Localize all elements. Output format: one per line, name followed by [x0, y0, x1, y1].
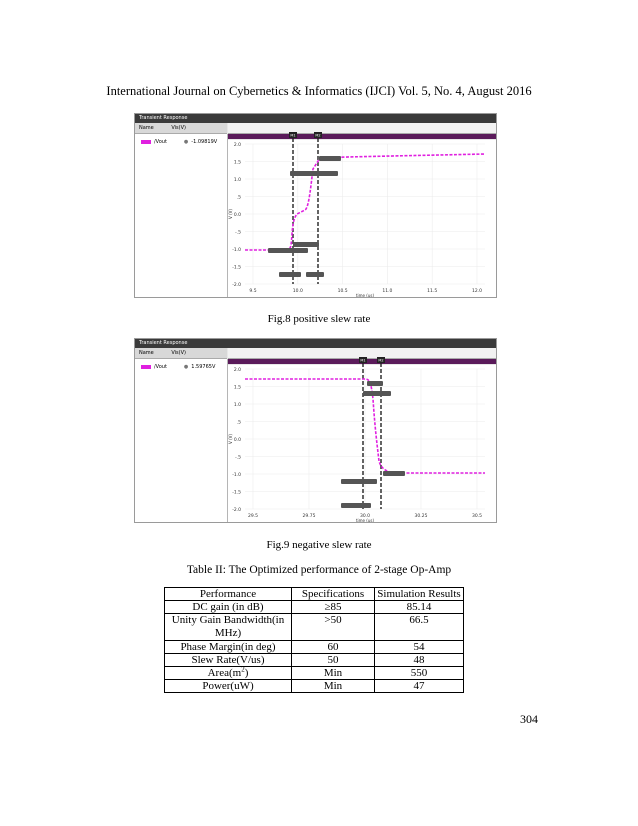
table-row: [165, 614, 464, 641]
legend-header: Name Vis(V): [135, 123, 227, 134]
legend-entry[interactable]: /Vout ● -1.09819V: [141, 139, 217, 145]
table-cell: 85.14: [375, 601, 464, 614]
y-axis-label: V (V): [228, 434, 233, 444]
y-tick-label: 0.0: [233, 213, 241, 218]
table-cell: Slew Rate(V/us): [165, 654, 292, 667]
x-tick-label: 12.0: [471, 289, 483, 294]
x-tick-label: 30.0: [359, 514, 371, 519]
y-tick-label: 1.0: [233, 403, 241, 408]
table-cell: 550: [375, 667, 464, 680]
table-cell: ≥85: [292, 601, 375, 614]
table-cell: 60: [292, 641, 375, 654]
table-cell: $Area(m^2)$: [165, 667, 292, 680]
y-tick-label: -.5: [235, 230, 241, 236]
y-tick-label: 1.0: [233, 178, 241, 183]
marker-readout: [367, 381, 383, 386]
y-tick-label: -1.5: [232, 265, 241, 271]
table-row: [165, 680, 464, 693]
table-row: [165, 601, 464, 614]
page-number: 304: [520, 712, 538, 726]
performance-table: [164, 587, 464, 693]
y-axis-label: V (V): [228, 209, 233, 219]
x-axis-label: time (us): [355, 518, 375, 522]
table-cell: Min: [292, 680, 375, 693]
figure-9-caption: Fig.9 negative slew rate: [266, 539, 372, 551]
figure-8-screenshot: [134, 113, 497, 298]
y-tick-label: -1.0: [232, 473, 241, 478]
marker-readout: [341, 503, 371, 508]
x-axis-label: time (us): [355, 293, 375, 297]
table-cell: 54: [375, 641, 464, 654]
marker-label: M2: [378, 358, 384, 363]
y-tick-label: 2.0: [233, 143, 241, 148]
x-tick-label: 29.5: [247, 514, 259, 519]
marker-label: M1: [360, 358, 366, 363]
table-cell: 50: [292, 654, 375, 667]
y-tick-label: 2.0: [233, 368, 241, 373]
marker-label: M1: [290, 133, 296, 138]
column-header: Simulation Results: [375, 588, 464, 601]
legend-entry[interactable]: /Vout ● 1.59765V: [141, 364, 215, 370]
y-tick-label: -2.0: [232, 283, 241, 288]
y-tick-label: -1.0: [232, 248, 241, 253]
legend-header: Name Vis(V): [135, 348, 227, 359]
x-tick-label: 10.5: [337, 289, 348, 294]
marker-readout: [293, 242, 319, 247]
y-tick-label: -2.0: [232, 508, 241, 513]
waveform-plot: [135, 339, 496, 522]
y-tick-label: .5: [236, 195, 241, 201]
running-header: International Journal on Cybernetics & Informatics (IJCI) Vol. 5, No. 4, August 2016: [106, 84, 532, 98]
table-cell: Power(uW): [165, 680, 292, 693]
table-cell: 47: [375, 680, 464, 693]
table-cell: Phase Margin(in deg): [165, 641, 292, 654]
x-tick-label: 30.25: [414, 514, 428, 519]
y-tick-label: .5: [236, 420, 241, 426]
y-tick-label: -1.5: [232, 490, 241, 496]
y-tick-label: 0.0: [233, 438, 241, 443]
marker-readout: [363, 391, 391, 396]
x-tick-label: 9.5: [249, 289, 257, 294]
table-cell: 66.5: [375, 614, 464, 641]
figure-9-screenshot: [134, 338, 497, 523]
x-tick-label: 11.5: [427, 289, 438, 294]
table-header-row: [165, 588, 464, 601]
table-caption: Table II: The Optimized performance of 2-stage Op-Amp: [186, 564, 452, 576]
column-header: Performance: [165, 588, 292, 601]
x-tick-label: 30.5: [471, 514, 483, 519]
signal-icon: ●: [183, 139, 189, 145]
marker-readout: [306, 272, 324, 277]
table-cell: 48: [375, 654, 464, 667]
signal-icon: ●: [183, 364, 189, 370]
table-cell: DC gain (in dB): [165, 601, 292, 614]
column-header: Specifications: [292, 588, 375, 601]
marker-readout: [341, 479, 377, 484]
table-row: [165, 654, 464, 667]
x-tick-label: 11.0: [382, 289, 393, 294]
y-tick-label: 1.5: [233, 160, 241, 166]
window-title: Transient Response: [135, 339, 496, 348]
x-tick-label: 10.0: [292, 289, 303, 294]
y-tick-label: 1.5: [233, 385, 241, 391]
table-cell: Min: [292, 667, 375, 680]
table-row: [165, 667, 464, 680]
window-title: Transient Response: [135, 114, 496, 123]
table-cell: Unity Gain Bandwidth(in MHz): [165, 614, 292, 641]
marker-readout: [268, 248, 308, 253]
waveform-plot: [135, 114, 496, 297]
marker-readout: [383, 471, 405, 476]
marker-readout: [319, 156, 341, 161]
table-cell: >50: [292, 614, 375, 641]
table-row: [165, 641, 464, 654]
figure-8-caption: Fig.8 positive slew rate: [267, 313, 371, 325]
marker-readout: [279, 272, 301, 277]
y-tick-label: -.5: [235, 455, 241, 461]
marker-readout: [290, 171, 338, 176]
vout-trace: [245, 154, 485, 250]
x-tick-label: 29.75: [302, 514, 316, 519]
marker-label: M2: [315, 133, 321, 138]
